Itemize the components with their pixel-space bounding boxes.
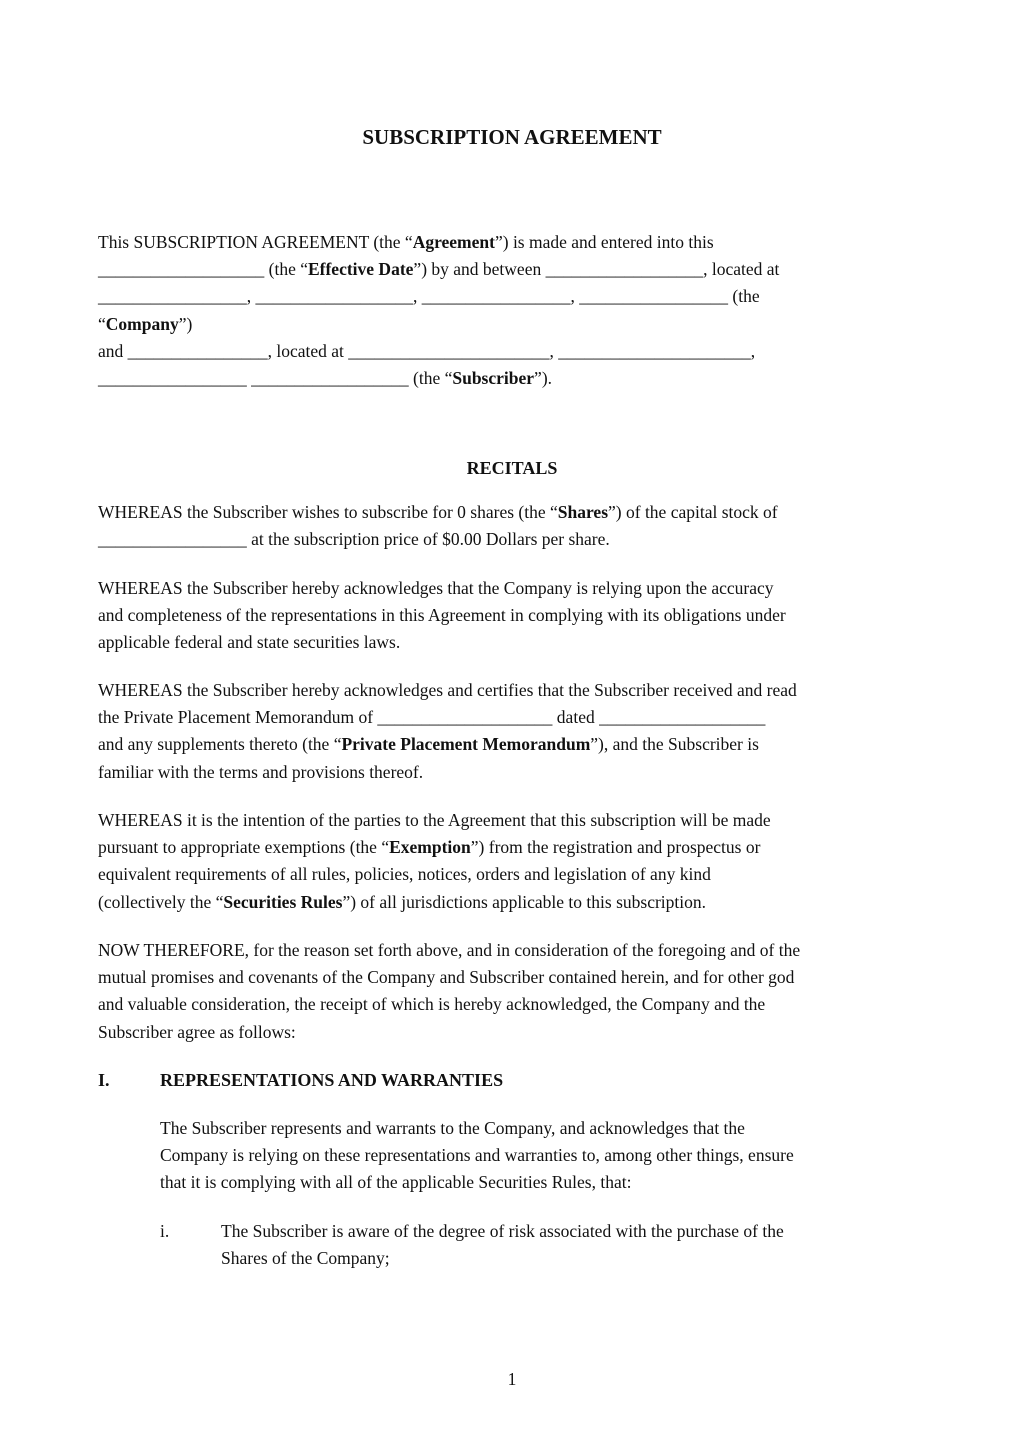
defined-term-exemption: Exemption [389, 837, 471, 858]
section-paragraph: The Subscriber represents and warrants to the Company, and acknowledges that the Company is relying on these representations and warranties to, among other things, ensure that it is complying with all of the applicable Securities Rules, that: [160, 1118, 794, 1193]
defined-term-shares: Shares [557, 502, 609, 522]
intro-line-6: _________________ __________________ (the “Subscriber”). [98, 368, 553, 389]
defined-term-subscriber: Subscriber [452, 368, 535, 389]
defined-term-ppm: Private Placement Memorandum [341, 734, 591, 755]
intro-line-1: This SUBSCRIPTION AGREEMENT (the “Agreement”) is made and entered into this [98, 232, 714, 252]
defined-term-securities-rules: Securities Rules [223, 891, 343, 912]
intro-line-2: ___________________ (the “Effective Date”) by and between __________________, located at [98, 259, 780, 280]
recitals-heading: RECITALS [466, 458, 558, 478]
document-title: SUBSCRIPTION AGREEMENT [362, 125, 662, 149]
page-number: 1 [507, 1369, 517, 1389]
defined-term-company: Company [105, 313, 179, 334]
defined-term-agreement: Agreement [412, 232, 495, 252]
intro-line-4: “Company”) [98, 313, 193, 334]
intro-line-3: _________________, __________________, _________________, _________________ (the [98, 286, 760, 307]
defined-term-effective-date: Effective Date [307, 259, 414, 280]
recital-now-therefore: NOW THEREFORE, for the reason set forth above, and in consideration of the foregoing and of the mutual promises and covenants of the Company and Subscriber contained herein, and for other god and valuable consideration, the receipt of which is hereby acknowledged, the Company and the Subscriber agree as follows: [98, 940, 801, 1042]
recital-exemption: WHEREAS it is the intention of the parties to the Agreement that this subscription will be made pursuant to appropriate exemptions (the “Exemption”) from the registration and prospectus or equivalent requirements of all rules, policies, notices, orders and legislation of any kind (collectively the “Securities Rules”) of all jurisdictions applicable to this subscription. [98, 810, 771, 912]
recital-memorandum: WHEREAS the Subscriber hereby acknowledges and certifies that the Subscriber received and read the Private Placement Memorandum of ____________________ dated ___________________ and any supplements thereto (the “Private Placement Memorandum”), and the Subscriber is familiar with the terms and provisions thereof. [98, 680, 797, 782]
intro-line-5: and ________________, located at _______________________, ______________________, [98, 340, 756, 361]
recital-shares: WHEREAS the Subscriber wishes to subscribe for 0 shares (the “Shares”) of the capital stock of _________________ at the subscription price of $0.00 Dollars per share. [98, 502, 778, 550]
list-item-text: The Subscriber is aware of the degree of risk associated with the purchase of the Shares of the Company; [221, 1221, 784, 1269]
section-title: REPRESENTATIONS AND WARRANTIES [160, 1070, 504, 1090]
list-item-number: i. [160, 1221, 170, 1241]
intro-paragraph [98, 229, 928, 392]
section-number: I. [98, 1070, 110, 1090]
recital-reliance: WHEREAS the Subscriber hereby acknowledges that the Company is relying upon the accuracy and completeness of the representations in this Agreement in complying with its obligations under applicable federal and state securities laws. [98, 578, 786, 653]
